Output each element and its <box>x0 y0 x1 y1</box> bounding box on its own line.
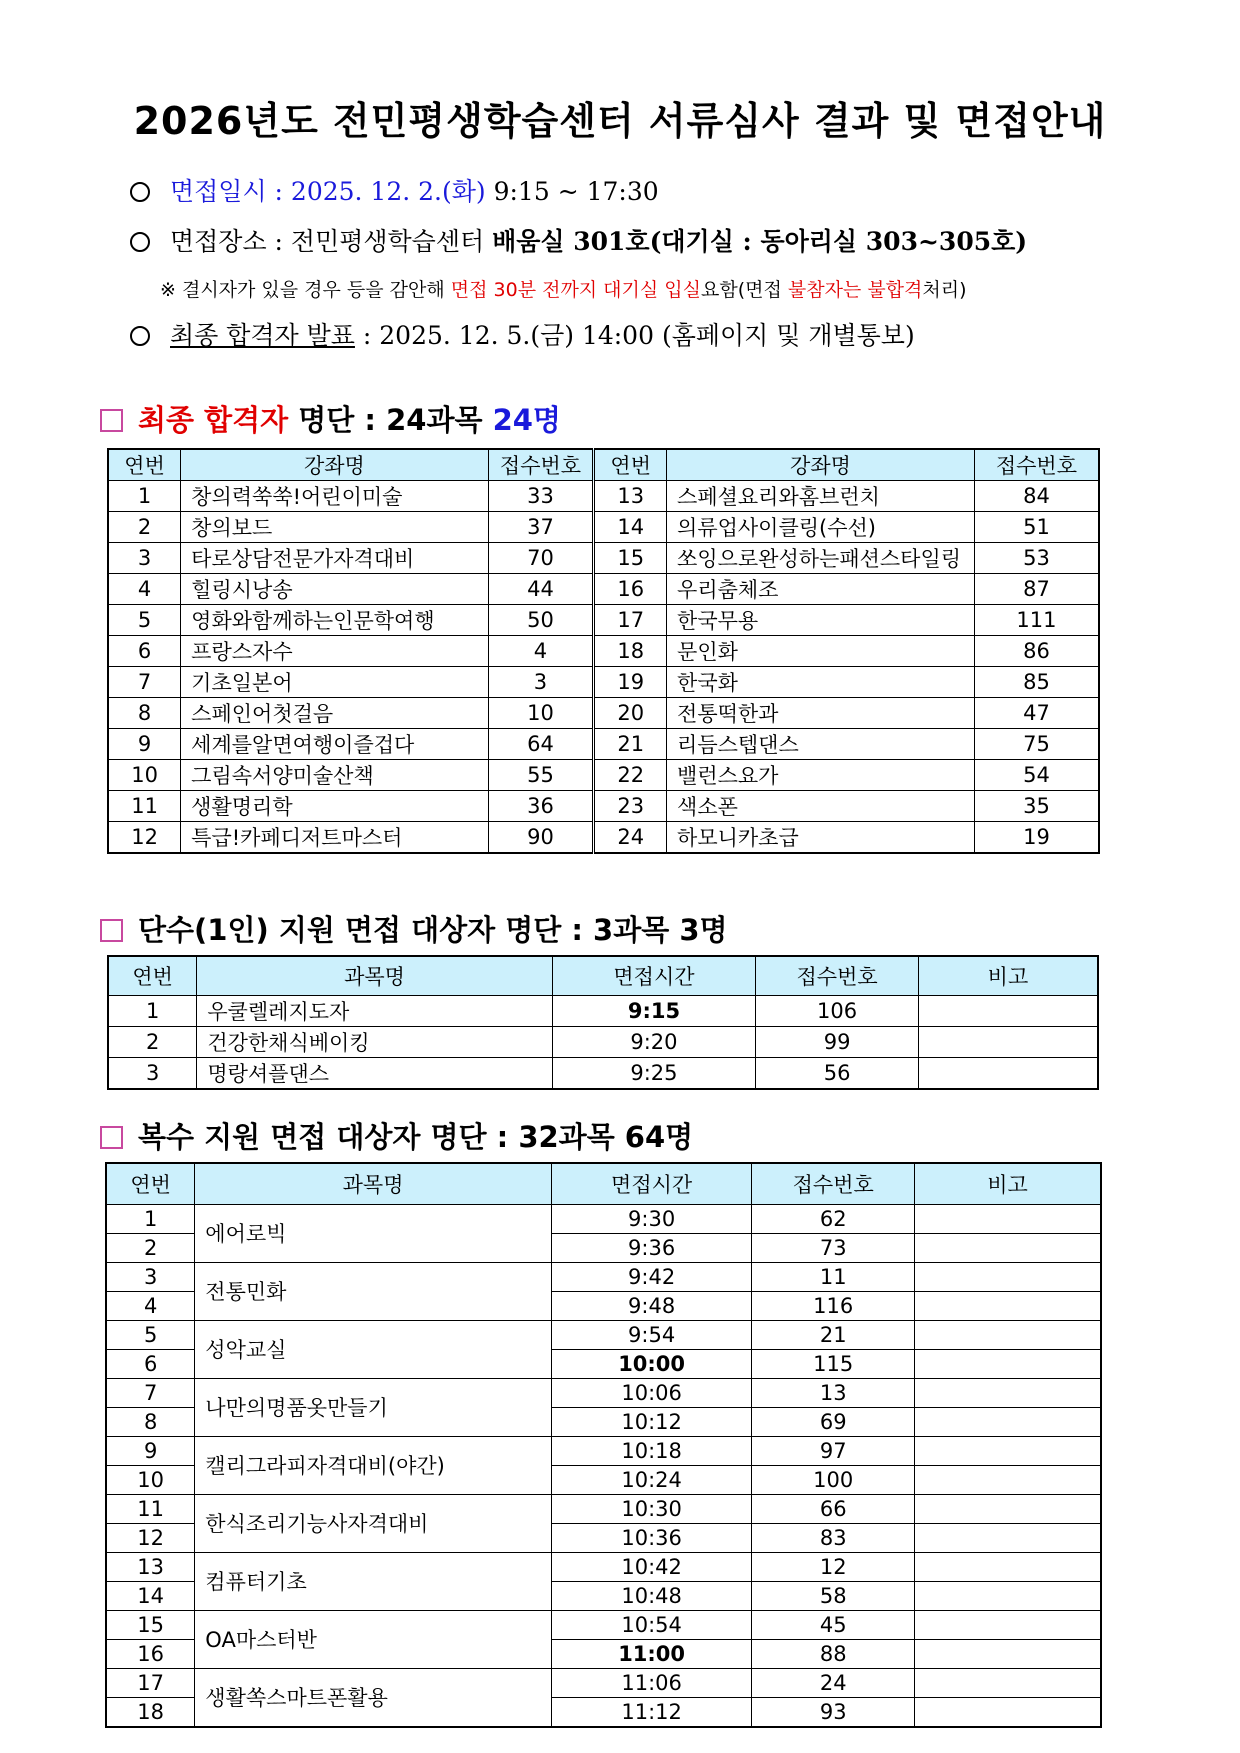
note-highlight-absence: 불참자는 불합격 <box>787 279 923 301</box>
table-cell: 10:00 <box>551 1350 752 1379</box>
table-cell: 116 <box>752 1292 915 1321</box>
note-prefix: ※ 결시자가 있을 경우 등을 감안해 <box>160 279 451 301</box>
table-cell: 93 <box>752 1698 915 1728</box>
table-row <box>108 667 1099 698</box>
table-cell: 9:54 <box>551 1321 752 1350</box>
final-announcement-value: : 2025. 12. 5.(금) 14:00 (홈페이지 및 개별통보) <box>354 321 915 350</box>
table-row <box>108 512 1099 543</box>
table-cell: 3 <box>108 543 181 574</box>
table-cell: 4 <box>108 574 181 605</box>
table-cell <box>915 1611 1101 1640</box>
table-cell: 6 <box>106 1350 195 1379</box>
table-cell: 1 <box>106 1205 195 1234</box>
column-header: 과목명 <box>197 956 552 996</box>
table-cell: 85 <box>974 667 1099 698</box>
table-row <box>106 1321 1101 1350</box>
table-cell: 10:36 <box>551 1524 752 1553</box>
section-title-text: 복수 지원 면접 대상자 명단 : 32과목 64명 <box>138 1120 694 1154</box>
interview-date-label: 면접일시 : 2025. 12. 2.(화) <box>170 177 486 206</box>
table-cell: 53 <box>974 543 1099 574</box>
final-announcement-line <box>130 316 915 352</box>
table-cell: 50 <box>488 605 594 636</box>
section-multiple-applicant-title <box>100 1115 693 1156</box>
interview-date-line <box>130 172 659 208</box>
table-cell: 21 <box>752 1321 915 1350</box>
final-announcement-label: 최종 합격자 발표 <box>170 321 355 350</box>
table-row <box>108 698 1099 729</box>
section-final-passers-title <box>100 398 561 439</box>
table-cell: 세계를알면여행이즐겁다 <box>181 729 488 760</box>
column-header: 면접시간 <box>552 956 756 996</box>
table-cell <box>918 1058 1098 1090</box>
course-name-cell: 에어로빅 <box>195 1205 552 1263</box>
table-cell: 7 <box>106 1379 195 1408</box>
interview-place-label: 면접장소 : 전민평생학습센터 <box>170 227 493 256</box>
table-cell <box>915 1582 1101 1611</box>
table-cell: 11:00 <box>551 1640 752 1669</box>
column-header: 접수번호 <box>974 449 1099 481</box>
table-cell <box>915 1669 1101 1698</box>
table-cell: 그림속서양미술산책 <box>181 760 488 791</box>
table-cell: 문인화 <box>667 636 975 667</box>
table-cell: 기초일본어 <box>181 667 488 698</box>
note-highlight-arrival: 면접 30분 전까지 대기실 입실 <box>450 279 701 301</box>
table-cell: 3 <box>108 1058 197 1090</box>
table-cell: 88 <box>752 1640 915 1669</box>
course-name-cell: 생활쏙스마트폰활용 <box>195 1669 552 1728</box>
table-cell: 11 <box>108 791 181 822</box>
table-cell: 밸런스요가 <box>667 760 975 791</box>
table-row <box>106 1437 1101 1466</box>
column-header: 연번 <box>108 956 197 996</box>
table-cell: 1 <box>108 481 181 512</box>
table-cell <box>915 1524 1101 1553</box>
table-row <box>106 1205 1101 1234</box>
column-header: 강좌명 <box>181 449 488 481</box>
table-cell: 13 <box>752 1379 915 1408</box>
table-cell <box>915 1321 1101 1350</box>
table-cell: 15 <box>106 1611 195 1640</box>
column-header: 연번 <box>594 449 667 481</box>
table-cell: 12 <box>752 1553 915 1582</box>
table-cell: 스페셜요리와홈브런치 <box>667 481 975 512</box>
checkbox-square-icon <box>100 919 123 942</box>
table-row <box>108 543 1099 574</box>
table-cell: 9:36 <box>551 1234 752 1263</box>
table-cell: 11 <box>752 1263 915 1292</box>
final-passers-table <box>107 448 1100 854</box>
table-cell: 11 <box>106 1495 195 1524</box>
table-cell: 11:06 <box>551 1669 752 1698</box>
table-cell: 10 <box>488 698 594 729</box>
table-row <box>108 760 1099 791</box>
column-header: 연번 <box>106 1163 195 1205</box>
table-row <box>106 1611 1101 1640</box>
table-row <box>108 481 1099 512</box>
table-cell <box>915 1495 1101 1524</box>
table-cell: 4 <box>488 636 594 667</box>
table-cell <box>915 1263 1101 1292</box>
table-cell: 10 <box>106 1466 195 1495</box>
table-cell: 45 <box>752 1611 915 1640</box>
table-cell <box>915 1205 1101 1234</box>
page-title: 2026년도 전민평생학습센터 서류심사 결과 및 면접안내 <box>133 99 1107 143</box>
table-cell: 타로상담전문가자격대비 <box>181 543 488 574</box>
table-cell: 54 <box>974 760 1099 791</box>
table-cell: 16 <box>594 574 667 605</box>
table-cell <box>915 1553 1101 1582</box>
interview-place-line <box>130 222 1027 258</box>
course-name-cell: 캘리그라피자격대비(야간) <box>195 1437 552 1495</box>
table-cell: 66 <box>752 1495 915 1524</box>
table-row <box>106 1263 1101 1292</box>
table-cell: 13 <box>594 481 667 512</box>
table-cell: 의류업사이클링(수선) <box>667 512 975 543</box>
table-cell: 생활명리학 <box>181 791 488 822</box>
table-row <box>108 822 1099 854</box>
table-cell <box>915 1408 1101 1437</box>
column-header: 비고 <box>915 1163 1101 1205</box>
section-single-applicant-title <box>100 908 728 949</box>
table-cell: 8 <box>106 1408 195 1437</box>
table-cell: 영화와함께하는인문학여행 <box>181 605 488 636</box>
column-header: 비고 <box>918 956 1098 996</box>
table-cell: 특급!카페디저트마스터 <box>181 822 488 854</box>
table-cell: 17 <box>594 605 667 636</box>
table-cell: 12 <box>106 1524 195 1553</box>
table-cell: 우쿨렐레지도자 <box>197 996 552 1027</box>
table-cell: 75 <box>974 729 1099 760</box>
course-name-cell: 한식조리기능사자격대비 <box>195 1495 552 1553</box>
table-cell: 37 <box>488 512 594 543</box>
table-cell: 10:42 <box>551 1553 752 1582</box>
table-cell: 쏘잉으로완성하는패션스타일링 <box>667 543 975 574</box>
table-cell: 70 <box>488 543 594 574</box>
multiple-applicant-table <box>105 1162 1102 1728</box>
table-cell: 9 <box>106 1437 195 1466</box>
table-cell: 64 <box>488 729 594 760</box>
table-cell: 한국무용 <box>667 605 975 636</box>
section-title-red: 최종 합격자 <box>138 403 289 437</box>
table-row <box>108 1027 1098 1058</box>
table-cell: 18 <box>106 1698 195 1728</box>
column-header: 강좌명 <box>667 449 975 481</box>
table-cell: 51 <box>974 512 1099 543</box>
table-cell: 23 <box>594 791 667 822</box>
table-row <box>106 1379 1101 1408</box>
course-name-cell: 전통민화 <box>195 1263 552 1321</box>
circle-bullet-icon <box>130 232 150 252</box>
table-cell: 69 <box>752 1408 915 1437</box>
table-cell: 9:25 <box>552 1058 756 1090</box>
column-header: 접수번호 <box>756 956 919 996</box>
table-cell: 33 <box>488 481 594 512</box>
table-row <box>108 636 1099 667</box>
table-cell: 3 <box>488 667 594 698</box>
table-cell: 2 <box>108 1027 197 1058</box>
table-cell <box>915 1640 1101 1669</box>
table-cell: 18 <box>594 636 667 667</box>
note-suffix: 처리) <box>922 279 967 301</box>
table-row <box>108 996 1098 1027</box>
course-name-cell: OA마스터반 <box>195 1611 552 1669</box>
table-cell: 프랑스자수 <box>181 636 488 667</box>
table-cell: 9:48 <box>551 1292 752 1321</box>
table-header-row <box>108 956 1098 996</box>
table-cell: 36 <box>488 791 594 822</box>
table-cell: 14 <box>106 1582 195 1611</box>
interview-place-value: 배움실 301호(대기실 : 동아리실 303~305호) <box>492 227 1028 256</box>
table-cell: 11:12 <box>551 1698 752 1728</box>
table-row <box>106 1669 1101 1698</box>
table-cell: 62 <box>752 1205 915 1234</box>
section-title-text: 단수(1인) 지원 면접 대상자 명단 : 3과목 3명 <box>138 913 728 947</box>
table-row <box>108 1058 1098 1090</box>
table-cell: 9:20 <box>552 1027 756 1058</box>
table-cell: 111 <box>974 605 1099 636</box>
table-row <box>108 729 1099 760</box>
table-cell: 7 <box>108 667 181 698</box>
checkbox-square-icon <box>100 1126 123 1149</box>
table-cell: 5 <box>106 1321 195 1350</box>
table-cell: 20 <box>594 698 667 729</box>
table-cell: 90 <box>488 822 594 854</box>
table-cell: 83 <box>752 1524 915 1553</box>
column-header: 접수번호 <box>488 449 594 481</box>
table-cell: 14 <box>594 512 667 543</box>
table-cell: 58 <box>752 1582 915 1611</box>
table-cell: 84 <box>974 481 1099 512</box>
table-cell: 99 <box>756 1027 919 1058</box>
table-cell: 16 <box>106 1640 195 1669</box>
table-cell: 9 <box>108 729 181 760</box>
table-cell: 힐링시낭송 <box>181 574 488 605</box>
table-cell: 86 <box>974 636 1099 667</box>
table-cell <box>915 1698 1101 1728</box>
table-cell: 35 <box>974 791 1099 822</box>
table-cell: 3 <box>106 1263 195 1292</box>
table-header-row <box>108 449 1099 481</box>
table-cell: 10:18 <box>551 1437 752 1466</box>
column-header: 연번 <box>108 449 181 481</box>
note-middle: 요함(면접 <box>701 279 788 301</box>
table-cell: 명랑셔플댄스 <box>197 1058 552 1090</box>
table-cell: 1 <box>108 996 197 1027</box>
table-cell: 19 <box>974 822 1099 854</box>
table-cell: 47 <box>974 698 1099 729</box>
table-cell: 스페인어첫걸음 <box>181 698 488 729</box>
table-cell <box>918 996 1098 1027</box>
table-cell: 12 <box>108 822 181 854</box>
attendance-note <box>160 275 967 302</box>
table-cell: 건강한채식베이킹 <box>197 1027 552 1058</box>
table-cell <box>915 1350 1101 1379</box>
table-cell <box>915 1234 1101 1263</box>
table-cell <box>915 1292 1101 1321</box>
table-cell: 9:30 <box>551 1205 752 1234</box>
table-cell: 19 <box>594 667 667 698</box>
circle-bullet-icon <box>130 182 150 202</box>
column-header: 면접시간 <box>551 1163 752 1205</box>
table-row <box>108 574 1099 605</box>
table-cell: 22 <box>594 760 667 791</box>
table-cell: 창의력쑥쑥!어린이미술 <box>181 481 488 512</box>
table-cell: 하모니카초급 <box>667 822 975 854</box>
section-title-black: 명단 : 24과목 <box>288 403 493 437</box>
table-header-row <box>106 1163 1101 1205</box>
table-cell: 106 <box>756 996 919 1027</box>
table-cell: 8 <box>108 698 181 729</box>
interview-date-value: 9:15 ~ 17:30 <box>485 177 659 206</box>
table-cell: 10:48 <box>551 1582 752 1611</box>
table-cell: 24 <box>594 822 667 854</box>
table-cell: 55 <box>488 760 594 791</box>
table-row <box>106 1553 1101 1582</box>
table-cell: 6 <box>108 636 181 667</box>
table-cell <box>915 1379 1101 1408</box>
table-cell: 21 <box>594 729 667 760</box>
table-cell: 24 <box>752 1669 915 1698</box>
single-applicant-table <box>107 955 1099 1090</box>
table-cell: 9:15 <box>552 996 756 1027</box>
course-name-cell: 성악교실 <box>195 1321 552 1379</box>
table-row <box>108 605 1099 636</box>
course-name-cell: 컴퓨터기초 <box>195 1553 552 1611</box>
table-cell: 전통떡한과 <box>667 698 975 729</box>
table-row <box>106 1495 1101 1524</box>
table-cell: 색소폰 <box>667 791 975 822</box>
table-cell: 17 <box>106 1669 195 1698</box>
table-cell: 10:54 <box>551 1611 752 1640</box>
column-header: 과목명 <box>195 1163 552 1205</box>
table-cell: 4 <box>106 1292 195 1321</box>
table-cell <box>918 1027 1098 1058</box>
section-title-blue: 24명 <box>492 403 561 437</box>
table-cell: 100 <box>752 1466 915 1495</box>
table-cell: 10:06 <box>551 1379 752 1408</box>
table-cell: 56 <box>756 1058 919 1090</box>
table-cell <box>915 1466 1101 1495</box>
table-row <box>108 791 1099 822</box>
table-cell <box>915 1437 1101 1466</box>
table-cell: 10:24 <box>551 1466 752 1495</box>
checkbox-square-icon <box>100 409 123 432</box>
table-cell: 73 <box>752 1234 915 1263</box>
table-cell: 2 <box>108 512 181 543</box>
table-cell: 97 <box>752 1437 915 1466</box>
table-cell: 리듬스텝댄스 <box>667 729 975 760</box>
table-cell: 115 <box>752 1350 915 1379</box>
table-cell: 한국화 <box>667 667 975 698</box>
table-cell: 10:30 <box>551 1495 752 1524</box>
table-cell: 10:12 <box>551 1408 752 1437</box>
table-cell: 87 <box>974 574 1099 605</box>
table-cell: 9:42 <box>551 1263 752 1292</box>
table-cell: 10 <box>108 760 181 791</box>
column-header: 접수번호 <box>752 1163 915 1205</box>
course-name-cell: 나만의명품옷만들기 <box>195 1379 552 1437</box>
table-cell: 44 <box>488 574 594 605</box>
table-cell: 창의보드 <box>181 512 488 543</box>
table-cell: 우리춤체조 <box>667 574 975 605</box>
table-cell: 13 <box>106 1553 195 1582</box>
table-cell: 5 <box>108 605 181 636</box>
table-cell: 2 <box>106 1234 195 1263</box>
table-cell: 15 <box>594 543 667 574</box>
circle-bullet-icon <box>130 326 150 346</box>
